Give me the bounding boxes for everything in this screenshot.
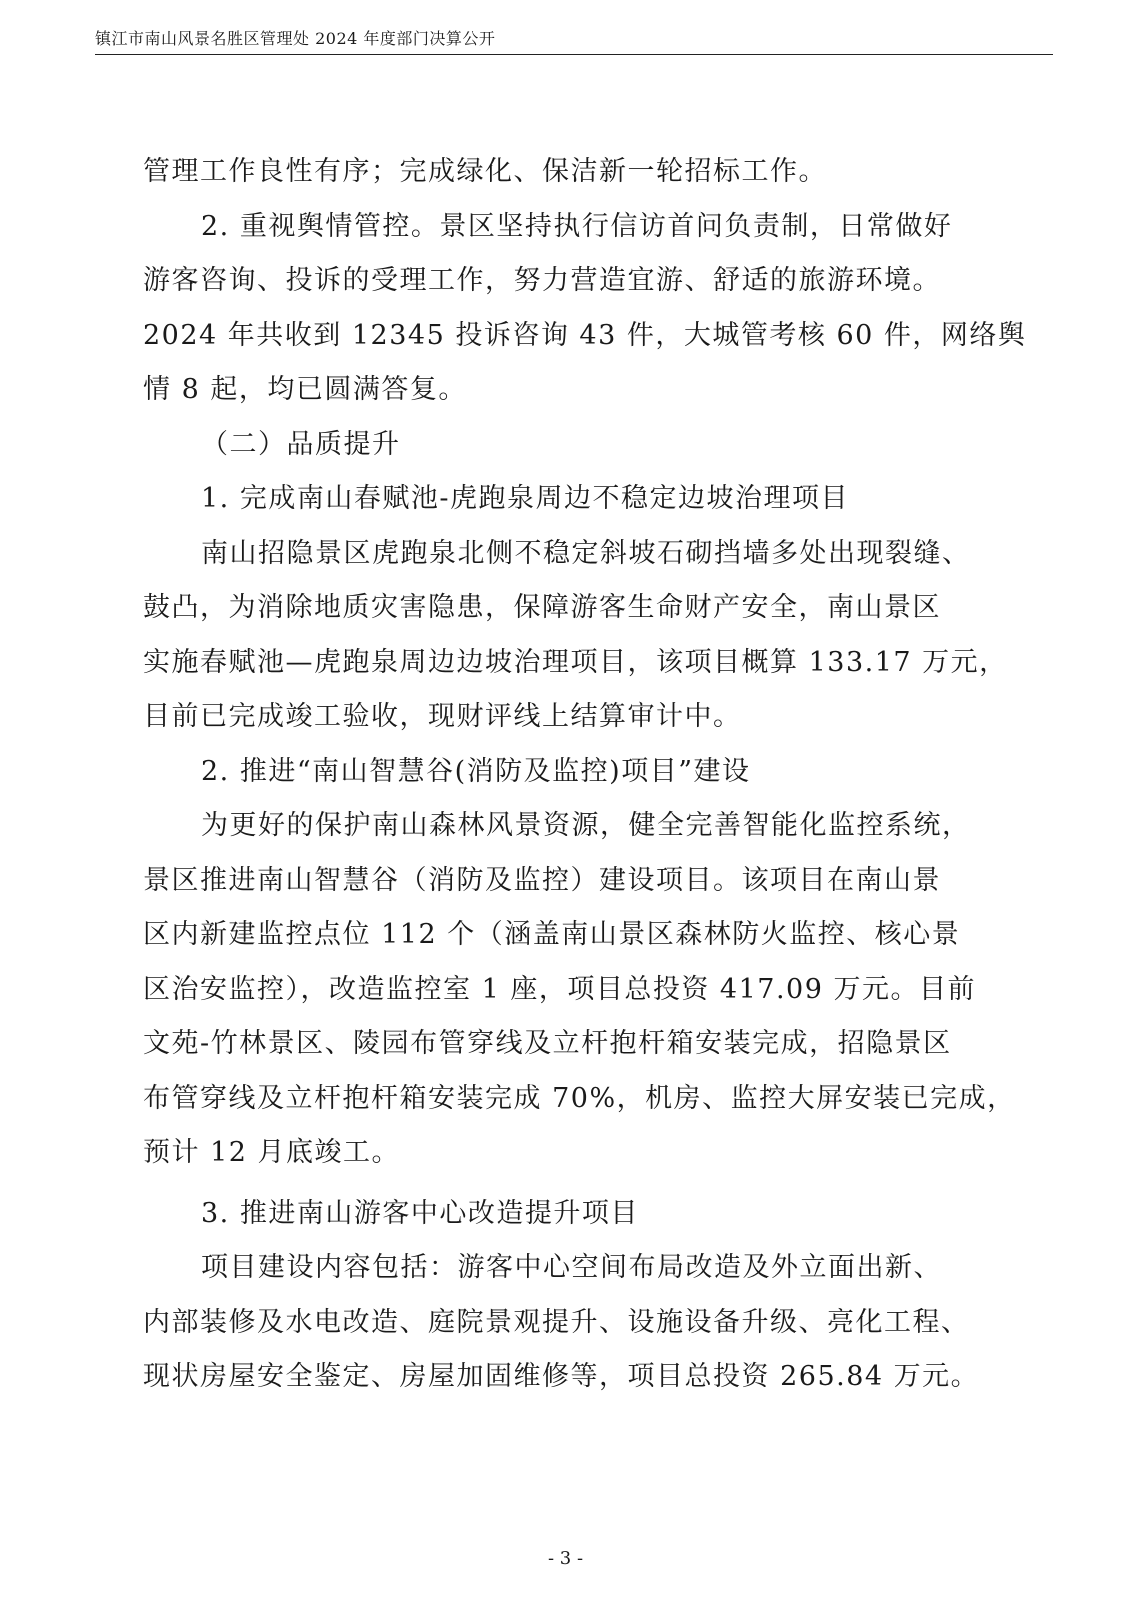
paragraph-line: 2. 重视舆情管控。景区坚持执行信访首问负责制，日常做好	[201, 210, 953, 242]
paragraph-line: 2024 年共收到 12345 投诉咨询 43 件，大城管考核 60 件，网络舆	[143, 319, 1027, 351]
page-number: - 3 -	[547, 1548, 584, 1569]
paragraph-line: 预计 12 月底竣工。	[143, 1137, 401, 1168]
paragraph-line: 游客咨询、投诉的受理工作，努力营造宜游、舒适的旅游环境。	[143, 265, 941, 296]
paragraph-line: 布管穿线及立杆抱杆箱安装完成 70%，机房、监控大屏安装已完成，	[143, 1082, 1016, 1114]
paragraph-line: 文苑-竹林景区、陵园布管穿线及立杆抱杆箱安装完成，招隐景区	[143, 1028, 952, 1059]
paragraph-line: 内部装修及水电改造、庭院景观提升、设施设备升级、亮化工程、	[143, 1306, 970, 1338]
paragraph-line: 区内新建监控点位 112 个（涵盖南山景区森林防火监控、核心景	[143, 919, 961, 950]
document-body	[143, 145, 1027, 1405]
paragraph-line: 区治安监控），改造监控室 1 座，项目总投资 417.09 万元。目前	[143, 973, 976, 1005]
paragraph-line: 管理工作良性有序；完成绿化、保洁新一轮招标工作。	[143, 156, 827, 187]
header-title: 镇江市南山风景名胜区管理处 2024 年度部门决算公开	[95, 29, 496, 48]
paragraph-line: 目前已完成竣工验收，现财评线上结算审计中。	[143, 701, 742, 732]
paragraph-line: 情 8 起，均已圆满答复。	[143, 374, 467, 405]
paragraph-line: 景区推进南山智慧谷（消防及监控）建设项目。该项目在南山景	[143, 864, 941, 896]
paragraph-line: 为更好的保护南山森林风景资源，健全完善智能化监控系统，	[201, 810, 971, 841]
paragraph-line: 实施春赋池—虎跑泉周边边坡治理项目，该项目概算 133.17 万元，	[143, 646, 1008, 678]
subsection-heading: 2. 推进“南山智慧谷(消防及监控)项目”建设	[201, 755, 751, 787]
paragraph-line: 现状房屋安全鉴定、房屋加固维修等，项目总投资 265.84 万元。	[143, 1361, 980, 1392]
section-heading: （二）品质提升	[201, 428, 401, 460]
subsection-heading: 1. 完成南山春赋池-虎跑泉周边不稳定边坡治理项目	[201, 483, 849, 514]
paragraph-line: 鼓凸，为消除地质灾害隐患，保障游客生命财产安全，南山景区	[143, 592, 941, 623]
subsection-heading: 3. 推进南山游客中心改造提升项目	[201, 1197, 639, 1229]
page-header	[95, 30, 1053, 55]
paragraph-line: 南山招隐景区虎跑泉北侧不稳定斜坡石砌挡墙多处出现裂缝、	[201, 537, 971, 569]
paragraph-line: 项目建设内容包括：游客中心空间布局改造及外立面出新、	[201, 1252, 942, 1283]
